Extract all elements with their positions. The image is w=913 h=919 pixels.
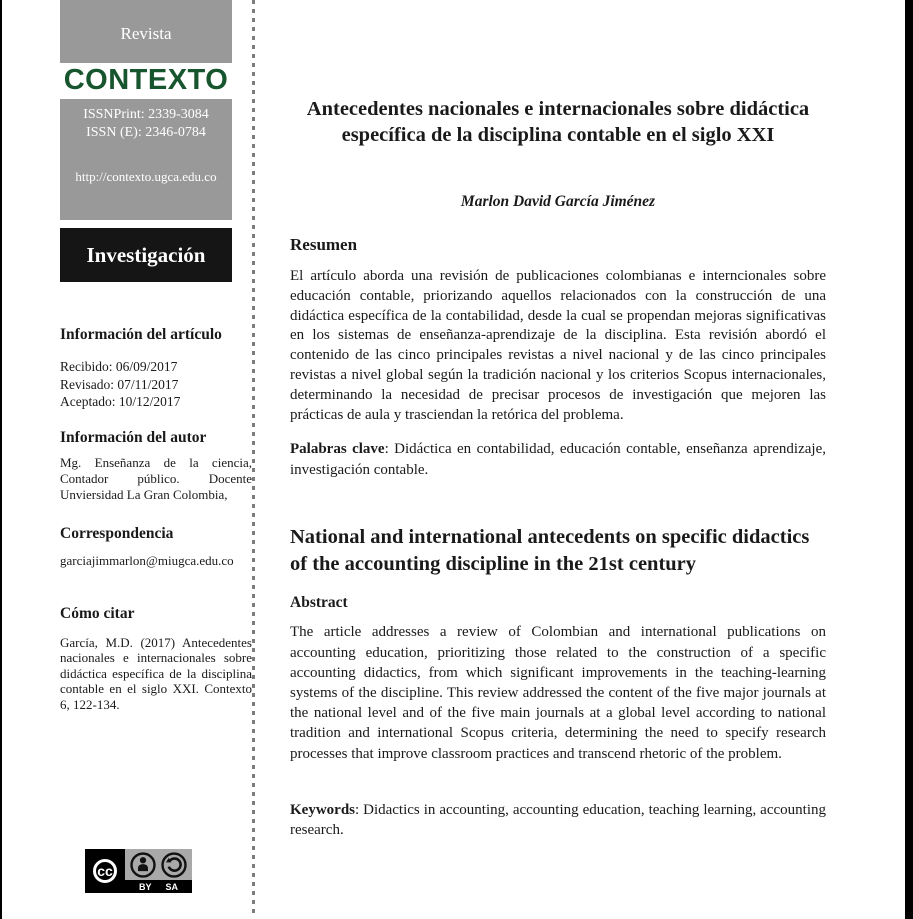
keywords-english-label: Keywords	[290, 801, 355, 818]
author-affiliation: Mg. Enseñanza de la ciencia, Contador público. Docente Unviersidad La Gran Colombia,	[60, 454, 252, 502]
cc-circle-glyph: cc	[93, 859, 117, 883]
issn-print: ISSNPrint: 2339-3084	[83, 107, 209, 122]
journal-header	[60, 0, 232, 282]
revised-date: Revisado: 07/11/2017	[60, 376, 179, 392]
received-date: Recibido: 06/09/2017	[60, 359, 178, 374]
article-dates	[60, 358, 252, 411]
journal-name-strip	[60, 63, 232, 99]
author-info-heading: Información del autor	[60, 428, 207, 446]
keywords-spanish	[290, 439, 826, 480]
cc-sa-arrow-icon	[161, 852, 187, 878]
correspondence-heading: Correspondencia	[60, 524, 174, 542]
column-divider-dotted-line	[252, 0, 255, 915]
correspondence-email-link[interactable]: garciajimmarlon@miugca.edu.co	[60, 552, 234, 568]
how-to-cite-heading: Cómo citar	[60, 604, 135, 622]
page-right-border	[905, 0, 913, 919]
article-title-english: National and international antecedents on specific didactics of the accounting discipline in the 21st century	[290, 526, 810, 576]
cc-icons-row	[125, 849, 192, 880]
accepted-date: Aceptado: 10/12/2017	[60, 394, 181, 409]
abstract-spanish: El artículo aborda una revisión de publicaciones colombianas e interncionales sobre educación contable, priorizando aquellos relacionados con la construcción de una didáctica específica de la contabilidad, desde la cual se propendan mejoras significativas en los sistemas de enseñanza-aprendizaje de la disciplina. Esta revisión abordó el contenido de las cinco principales revistas a nivel nacional y de las cinco principales revistas a nivel global según la tradición nacional y los criterios Scopus internacionales, determinando la necesidad de precisar procesos de investigación que mejoren las prácticas de aula y trasciendan la retórica del problema.	[290, 268, 826, 423]
cc-labels-strip	[125, 880, 192, 893]
sidebar-metadata	[60, 326, 252, 712]
journal-url-link[interactable]: http://contexto.ugca.edu.co	[75, 169, 217, 184]
keywords-spanish-text: : Didáctica en contabilidad, educación contable, enseñanza aprendizaje, investigación contable.	[290, 441, 826, 478]
revista-label: Revista	[120, 24, 172, 43]
cc-sa-label: SA	[165, 881, 178, 892]
journal-logo-box	[60, 0, 232, 220]
article-info-heading: Información del artículo	[60, 326, 222, 343]
resumen-heading: Resumen	[290, 235, 358, 254]
issn-electronic: ISSN (E): 2346-0784	[86, 125, 206, 140]
article-author: Marlon David García Jiménez	[460, 193, 656, 210]
cc-by-label: BY	[138, 881, 152, 892]
cc-license-badge[interactable]	[85, 849, 192, 893]
cc-by-person-icon	[130, 852, 156, 878]
abstract-english: The article addresses a review of Colombian and international publications on accounting education, prioritizing those related to the construction of a specific accounting didactics, from which significant improvements in the teaching-learning systems of the discipline. This review addressed the content of the five major journals at the national level and of the five main journals at a global level according to national tradition and international Scopus criteria, determining the need to specify research processes that improve classroom practices and transcend rhetoric of the problem.	[290, 624, 826, 762]
journal-name: CONTEXTO	[63, 64, 229, 96]
keywords-english	[290, 800, 826, 841]
citation-text: García, M.D. (2017) Antecedentes nacionales e internacionales sobre didáctica específica de la disciplina contable en el siglo XXI. Contexto 6, 122-134.	[60, 634, 252, 712]
article-title-spanish: Antecedentes nacionales e internacionales sobre didáctica específica de la disciplina contable en el siglo XXI	[306, 98, 810, 146]
page-left-border	[0, 0, 2, 919]
article-main-column	[290, 96, 826, 841]
keywords-english-text: : Didactics in accounting, accounting education, teaching learning, accounting research.	[290, 801, 826, 839]
section-badge: Investigación	[60, 228, 232, 282]
cc-logo-icon	[85, 849, 125, 893]
abstract-heading: Abstract	[290, 594, 348, 612]
keywords-spanish-label: Palabras clave	[290, 441, 385, 458]
